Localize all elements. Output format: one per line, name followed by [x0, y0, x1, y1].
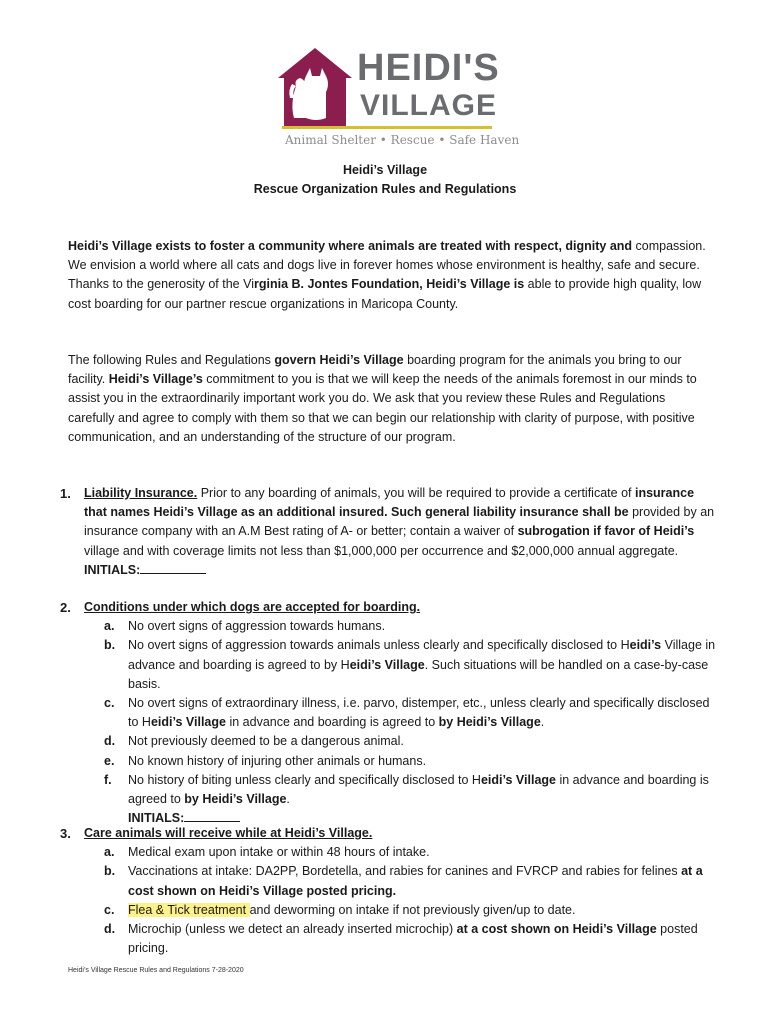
- intro-p1-text-2: able to provide high quality, low cost boarding for our partner rescue organizations in Maricopa County.: [68, 277, 702, 311]
- section-liability-insurance: [60, 484, 720, 580]
- logo-name-line2: VILLAGE: [360, 89, 498, 122]
- section-number: 2.: [60, 600, 71, 615]
- list-item: b. Vaccinations at intake: DA2PP, Bordetella, and rabies for canines and FVRCP and rabies for felines at a cost shown on Heidi’s Village posted pricing.: [104, 864, 703, 898]
- list-item: d. Microchip (unless we detect an already inserted microchip) at a cost shown on Heidi’s Village posted pricing.: [104, 922, 698, 956]
- list-item: f. No history of biting unless clearly and specifically disclosed to Heidi’s Village in advance and boarding is agreed to by Heidi’s Village.: [104, 772, 709, 807]
- initials-label: INITIALS:: [128, 811, 185, 826]
- list-item: c. No overt signs of extraordinary illness, i.e. parvo, distemper, etc., unless clearly and specifically disclosed to Heidi’s Village in advance and boarding is agreed to by Heidi’s Village.: [104, 696, 710, 730]
- list-item: a. Medical exam upon intake or within 48 hours of intake.: [104, 845, 430, 860]
- list-item: b. No overt signs of aggression towards animals unless clearly and specifically disclosed to Heidi’s Village in advance and boarding is agreed to by Heidi’s Village. Such situations will be handled on a case-by-case basis.: [104, 638, 716, 691]
- intro-p2-text-1: The following Rules and Regulations: [68, 353, 275, 367]
- intro-p1-text-1: compassion. We envision a world where all cats and dogs live in forever homes whose environment is healthy, safe and secure. Thanks to the generosity of the Vi: [68, 239, 706, 292]
- section-bold-text: insurance that names Heidi’s Village as an additional insured. Such general liability insurance shall be: [84, 486, 695, 520]
- section-animal-care: [60, 824, 720, 958]
- intro-p2-bold-1: govern Heidi’s Village: [274, 353, 404, 367]
- initials-blank-field[interactable]: [140, 561, 206, 574]
- section-number: 1.: [60, 486, 71, 501]
- section-bold-text: subrogation if favor of Heidi’s: [517, 524, 695, 539]
- list-item: e. No known history of injuring other animals or humans.: [104, 753, 427, 768]
- section-dog-acceptance-conditions: [60, 598, 720, 828]
- document-title: Heidi’s Village: [342, 163, 428, 177]
- logo-divider: [282, 126, 492, 129]
- initials-blank-field[interactable]: [184, 809, 240, 822]
- intro-p1-bold-2: rginia B. Jontes Foundation, Heidi’s Village is: [254, 277, 525, 292]
- section-text: Prior to any boarding of animals, you will be required to provide a certificate of: [197, 486, 635, 500]
- section-text: village and with coverage limits not less than $1,000,000 per occurrence and $2,000,000 annual aggregate.: [84, 543, 679, 558]
- initials-label: INITIALS:: [84, 562, 141, 577]
- intro-paragraph-2: [68, 351, 708, 447]
- highlighted-text: Flea & Tick treatment: [128, 902, 250, 917]
- heidis-village-logo: [276, 46, 520, 150]
- intro-p2-bold-2: Heidi’s Village’s: [108, 372, 203, 387]
- intro-paragraph-1: [68, 237, 708, 314]
- section-title: Liability Insurance.: [84, 486, 198, 500]
- house-pets-logo-icon: [276, 46, 354, 126]
- intro-p2-text-2: boarding program for the animals you bring to our facility.: [68, 353, 682, 387]
- list-item: a. No overt signs of aggression towards humans.: [104, 619, 386, 634]
- document-subtitle: Rescue Organization Rules and Regulations: [253, 182, 517, 196]
- intro-p2-text-3: commitment to you is that we will keep the needs of the animals foremost in our minds to assist you in the extraordinarily important work you do. We ask that you review these Rules and Regulations carefully and agree to comply with them so that we can begin our relationship with clarity of purpose, with positive communication, and an understanding of the structure of our program.: [68, 372, 697, 444]
- section-title: Care animals will receive while at Heidi’s Village.: [84, 826, 373, 840]
- list-item: d. Not previously deemed to be a dangerous animal.: [104, 734, 404, 749]
- section-text: provided by an insurance company with an A.M Best rating of A- or better; contain a waiver of: [84, 505, 715, 539]
- page-footer: Heidi’s Village Rescue Rules and Regulations 7-28-2020: [68, 967, 244, 974]
- logo-tagline: Animal Shelter • Rescue • Safe Haven: [285, 133, 520, 147]
- list-item: c. Flea & Tick treatment and deworming on intake if not previously given/up to date.: [104, 902, 576, 917]
- logo-name-line1: HEIDI'S: [357, 47, 500, 89]
- intro-p1-bold-1: Heidi’s Village exists to foster a community where animals are treated with respect, dignity and: [68, 239, 633, 253]
- section-number: 3.: [60, 826, 71, 841]
- section-title: Conditions under which dogs are accepted for boarding.: [84, 600, 421, 614]
